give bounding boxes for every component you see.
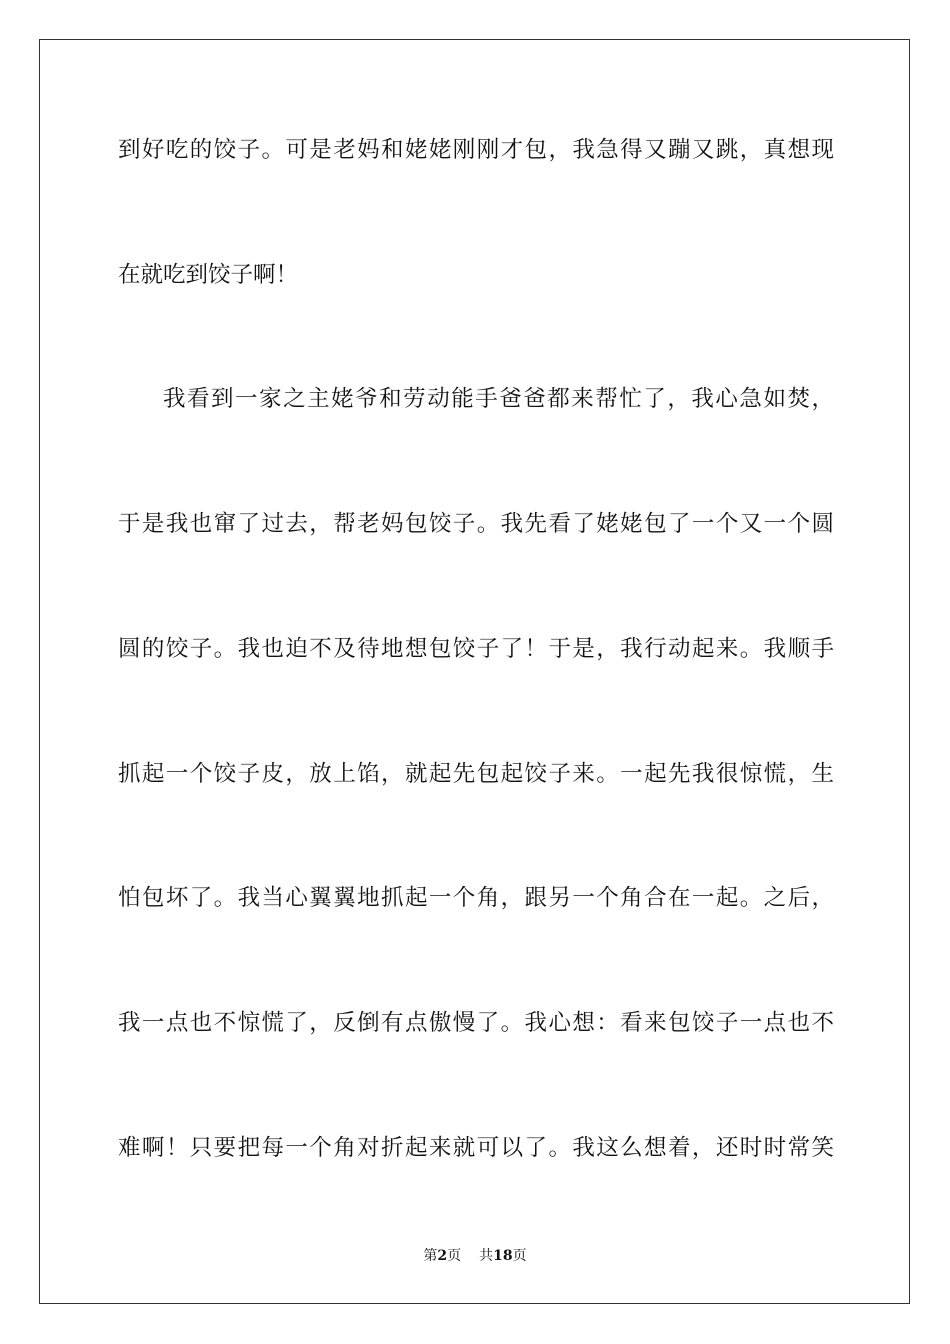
total-suffix: 页 [512, 1248, 527, 1264]
total-page-count: 18 [493, 1248, 513, 1264]
page-number: 2 [437, 1248, 448, 1264]
text-line-8: 我一点也不惊慌了，反倒有点傲慢了。我心想：看来包饺子一点也不 [118, 1010, 834, 1036]
text-line-2: 在就吃到饺子啊！ [118, 262, 299, 288]
text-line-7: 怕包坏了。我当心翼翼地抓起一个角，跟另一个角合在一起。之后， [118, 885, 834, 911]
page-suffix: 页 [447, 1248, 462, 1264]
text-line-1: 到好吃的饺子。可是老妈和姥姥刚刚才包，我急得又蹦又跳，真想现 [118, 137, 834, 163]
page-indicator [423, 1248, 461, 1264]
text-line-6: 抓起一个饺子皮，放上馅，就起先包起饺子来。一起先我很惊慌，生 [118, 761, 834, 787]
page-footer [0, 1247, 950, 1265]
text-line-3: 我看到一家之主姥爷和劳动能手爸爸都来帮忙了，我心急如焚， [163, 386, 834, 412]
total-pages-indicator [479, 1248, 526, 1264]
text-line-9: 难啊！只要把每一个角对折起来就可以了。我这么想着，还时时常笑 [118, 1135, 834, 1161]
text-line-4: 于是我也窜了过去，帮老妈包饺子。我先看了姥姥包了一个又一个圆 [118, 511, 834, 537]
total-prefix: 共 [479, 1248, 494, 1264]
page-prefix: 第 [423, 1248, 438, 1264]
page-border [39, 39, 910, 1304]
text-line-5: 圆的饺子。我也迫不及待地想包饺子了！于是，我行动起来。我顺手 [118, 636, 834, 662]
